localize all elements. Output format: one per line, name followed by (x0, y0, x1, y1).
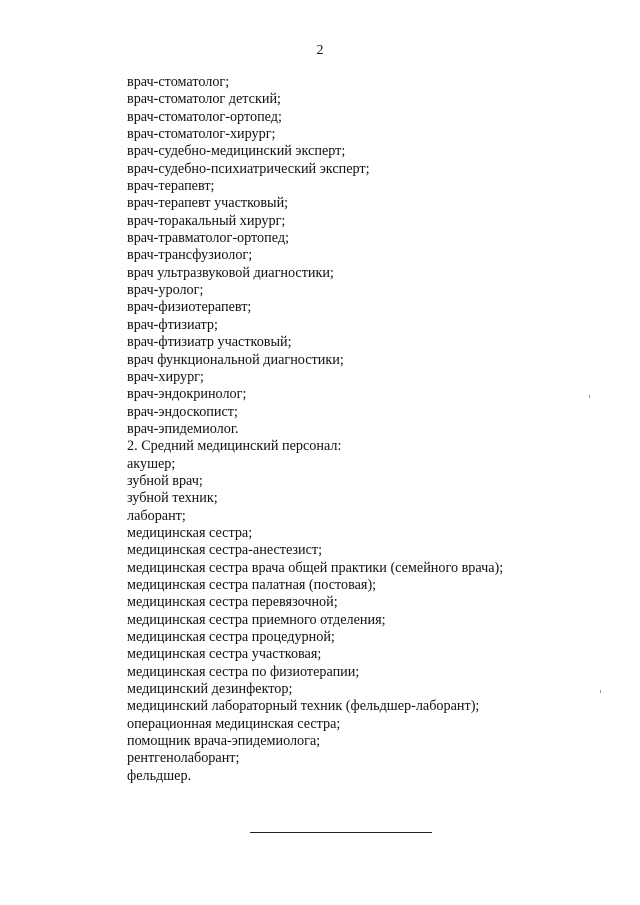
document-line: врач-фтизиатр; (127, 316, 218, 333)
document-line: врач-эпидемиолог. (127, 420, 239, 437)
document-line: медицинская сестра участковая; (127, 646, 322, 663)
document-line: врач-стоматолог-хирург; (127, 126, 276, 143)
document-line: лаборант; (127, 507, 186, 524)
document-line: врач-травматолог-ортопед; (127, 230, 290, 247)
document-line: операционная медицинская сестра; (127, 715, 341, 732)
scan-speck (600, 690, 601, 693)
document-line: врач функциональной диагностики; (127, 351, 344, 368)
document-line: врач-торакальный хирург; (127, 212, 286, 229)
document-line: рентгенолаборант; (127, 750, 240, 767)
document-line: медицинская сестра по физиотерапии; (127, 663, 360, 680)
document-line: медицинский лабораторный техник (фельдшер-лаборант); (127, 698, 480, 715)
document-line: врач-фтизиатр участковый; (127, 334, 292, 351)
document-line: врач-стоматолог детский; (127, 91, 281, 108)
document-line: врач-стоматолог-ортопед; (127, 108, 282, 125)
document-line: врач-физиотерапевт; (127, 299, 252, 316)
document-line: врач-судебно-медицинский эксперт; (127, 143, 346, 160)
document-line: фельдшер. (127, 767, 192, 784)
document-line: медицинская сестра врача общей практики (семейного врача); (127, 559, 504, 576)
document-line: медицинская сестра; (127, 524, 253, 541)
document-line: врач-хирург; (127, 368, 204, 385)
document-line: зубной техник; (127, 490, 218, 507)
document-line: врач-эндокринолог; (127, 386, 247, 403)
closing-rule (250, 832, 432, 833)
document-line: врач-терапевт; (127, 178, 215, 195)
document-line: помощник врача-эпидемиолога; (127, 733, 321, 750)
document-line: врач-стоматолог; (127, 74, 230, 90)
document-line: зубной врач; (127, 472, 203, 489)
document-line: медицинская сестра перевязочной; (127, 594, 338, 611)
document-line: медицинская сестра приемного отделения; (127, 611, 386, 628)
document-line: врач-судебно-психиатрический эксперт; (127, 160, 370, 177)
document-line: врач-терапевт участковый; (127, 195, 289, 212)
page-number: 2 (316, 43, 324, 58)
document-line: медицинский дезинфектор; (127, 681, 293, 698)
occupation-list (127, 74, 627, 785)
document-line: врач-трансфузиолог; (127, 247, 253, 264)
document-line: 2. Средний медицинский персонал: (127, 438, 342, 455)
scan-speck (589, 395, 590, 398)
document-line: медицинская сестра палатная (постовая); (127, 576, 377, 593)
document-line: врач-эндоскопист; (127, 403, 238, 420)
document-line: медицинская сестра-анестезист; (127, 542, 323, 559)
document-line: врач ультразвуковой диагностики; (127, 264, 334, 281)
document-line: врач-уролог; (127, 282, 204, 299)
document-line: медицинская сестра процедурной; (127, 629, 335, 645)
document-line: акушер; (127, 455, 176, 472)
